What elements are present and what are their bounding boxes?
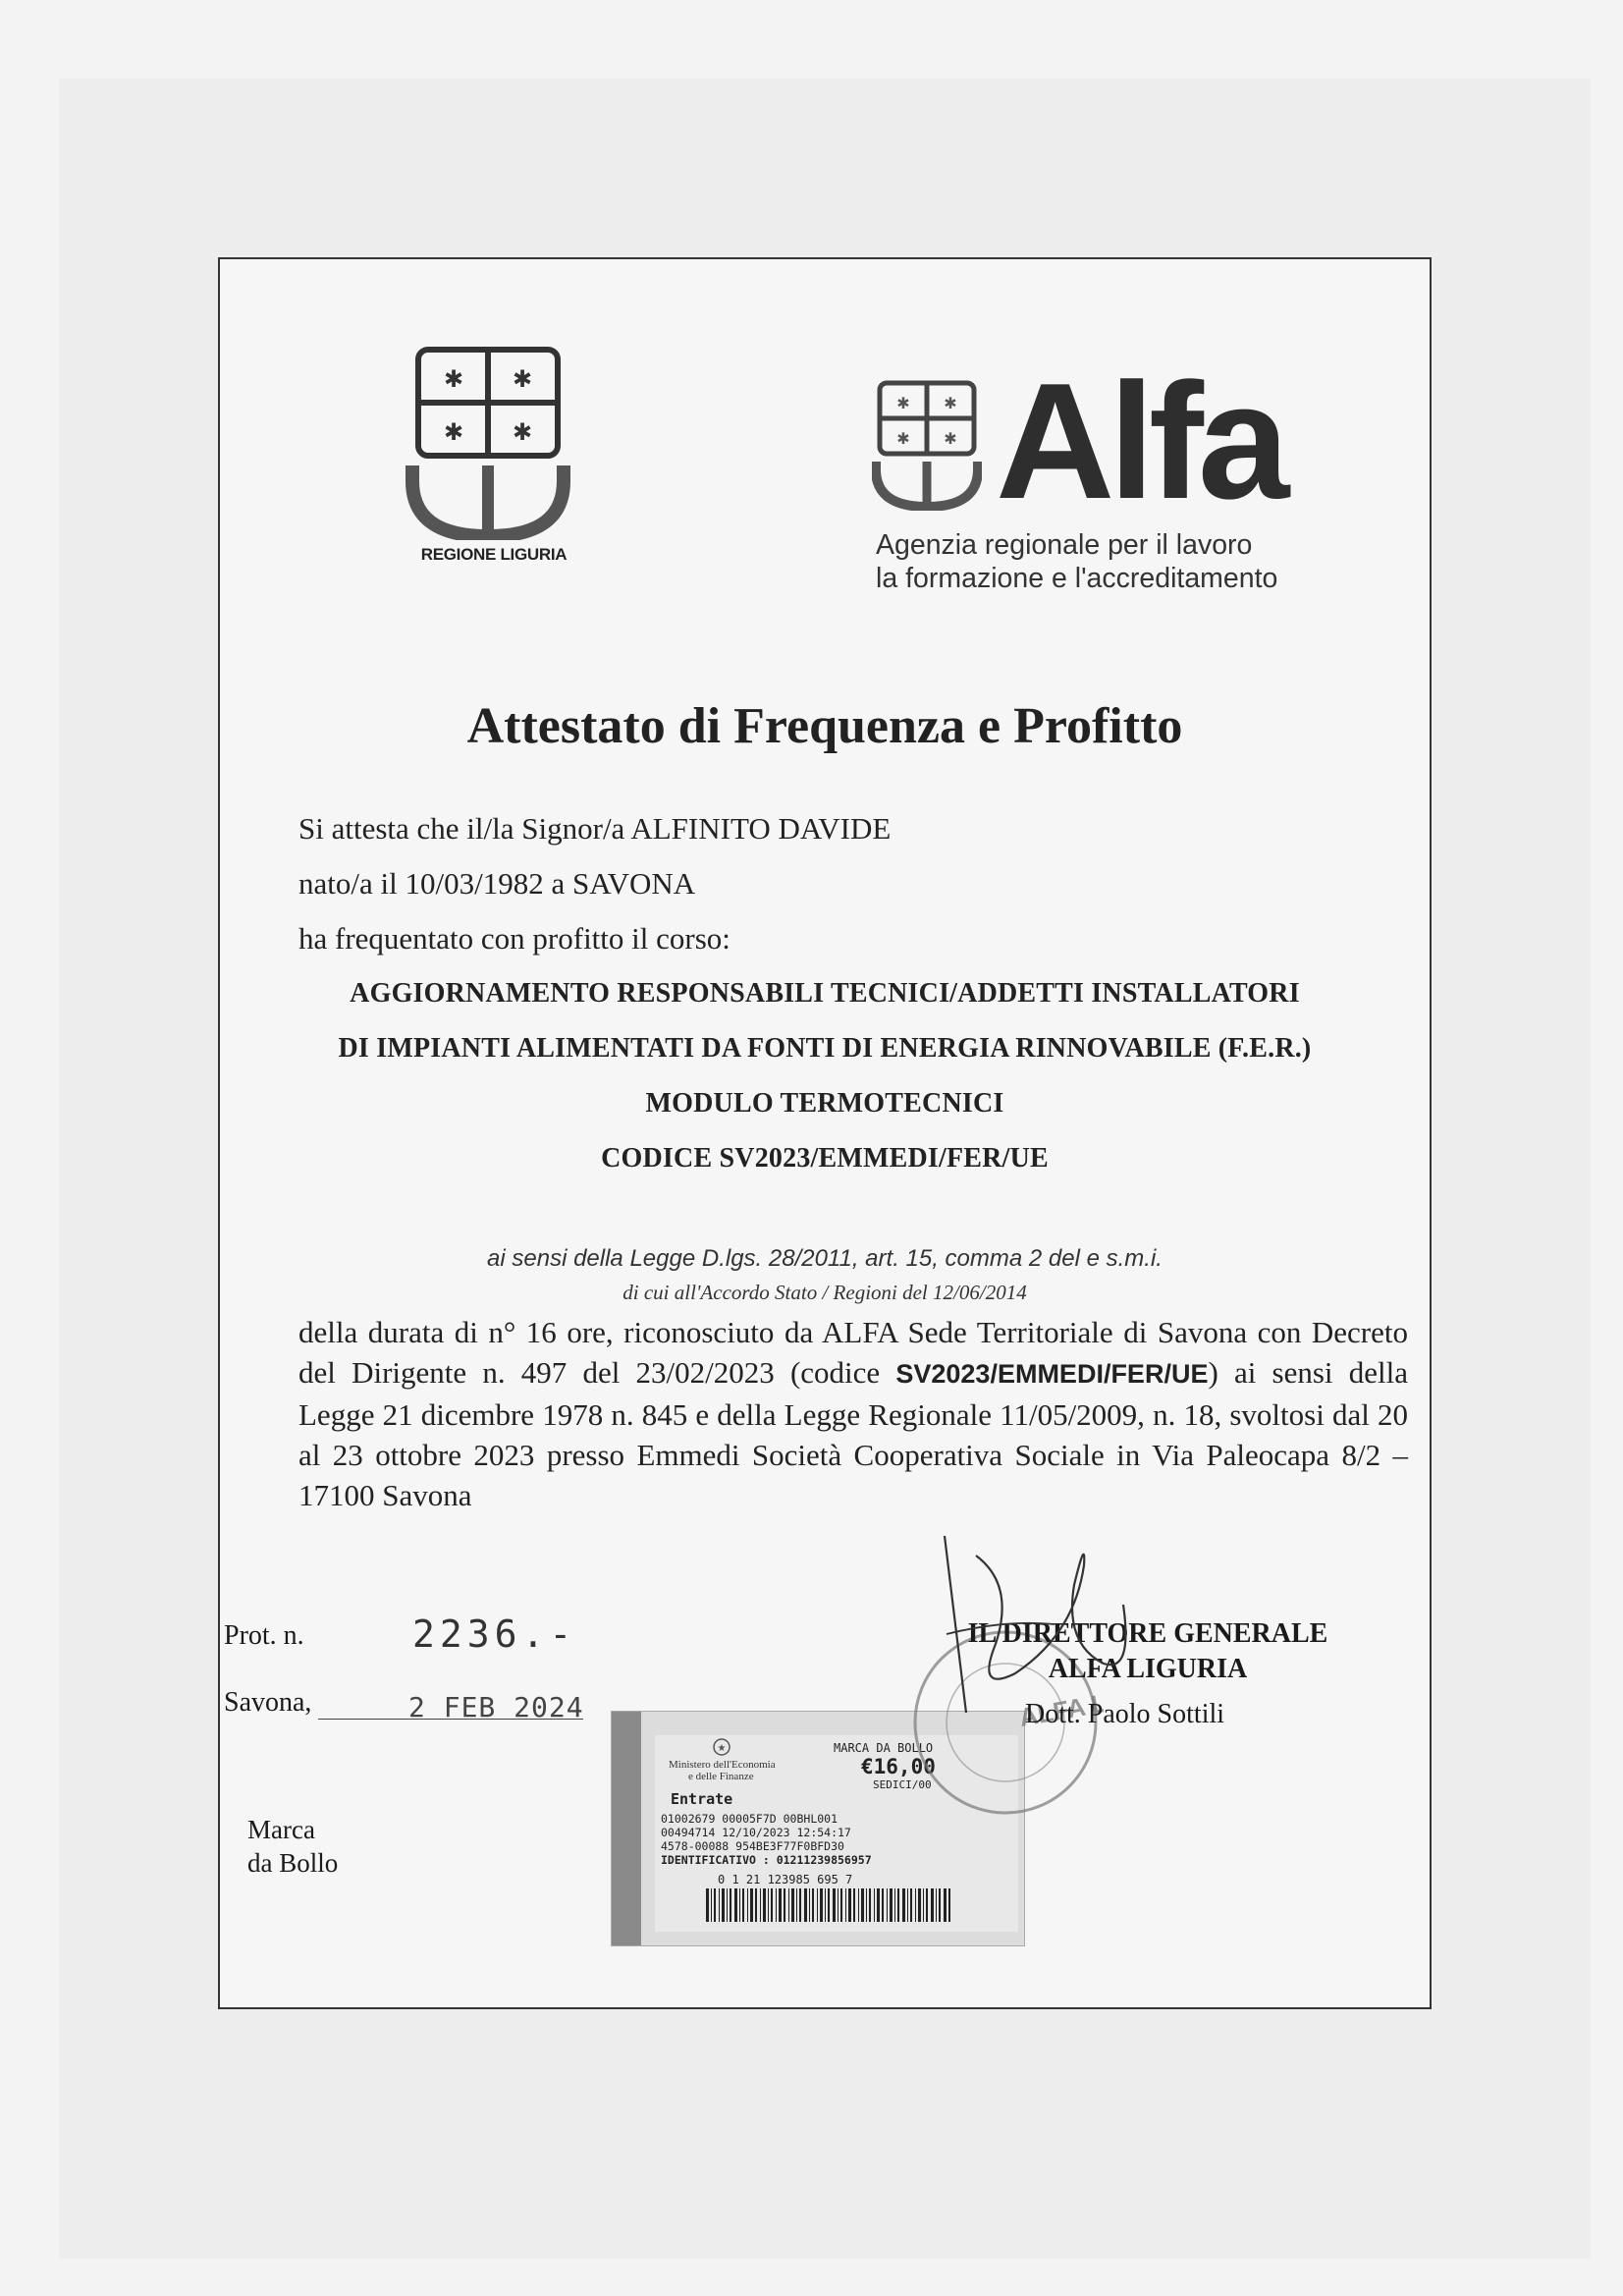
date-stamp: 2 FEB 2024 bbox=[408, 1691, 584, 1723]
alfa-shield-logo bbox=[872, 379, 982, 511]
course-line: MODULO TERMOTECNICI bbox=[645, 1088, 1004, 1119]
svg-text:✱: ✱ bbox=[944, 431, 957, 448]
signer-name: Dott. Paolo Sottili bbox=[1025, 1699, 1225, 1729]
stamp-type: MARCA DA BOLLO bbox=[834, 1741, 934, 1755]
signer-role-line-1: IL DIRETTORE GENERALE bbox=[967, 1618, 1328, 1649]
svg-text:✱: ✱ bbox=[896, 431, 910, 448]
svg-text:✱: ✱ bbox=[512, 367, 533, 393]
barcode bbox=[706, 1888, 951, 1922]
agency-subtitle-line-2: la formazione e l'accreditamento bbox=[876, 563, 1278, 594]
certificate-frame bbox=[218, 257, 1432, 2009]
round-stamp-text: ALFA Liguria bbox=[1016, 1675, 1104, 1732]
handwritten-signature bbox=[829, 1526, 1221, 1722]
stamp-security-strip bbox=[612, 1712, 641, 1945]
legal-reference-agreement: di cui all'Accordo Stato / Regioni del 12/06/2014 bbox=[622, 1281, 1027, 1304]
details-text-continued: ) ai sensi della Legge 21 dicembre 1978 n. 845 e della Legge Regionale 11/05/2009, n. 18, svoltosi dal 20 al 23 ottobre 2023 presso Emmedi Società Cooperativa Sociale in Via Paleocapa 8/2 – 17100 Savona bbox=[298, 1355, 1408, 1512]
svg-text:✱: ✱ bbox=[944, 396, 957, 412]
protocol-label: Prot. n. bbox=[224, 1620, 304, 1651]
stamp-data-row: 4578-00088 954BE3F77F0BFD30 bbox=[661, 1839, 844, 1853]
legal-reference: ai sensi della Legge D.lgs. 28/2011, art. 15, comma 2 del e s.m.i. bbox=[487, 1245, 1163, 1272]
course-details-paragraph bbox=[298, 1312, 1408, 1515]
region-caption: REGIONE LIGURIA bbox=[420, 545, 568, 564]
course-line: AGGIORNAMENTO RESPONSABILI TECNICI/ADDETTI INSTALLATORI bbox=[350, 978, 1300, 1009]
svg-text:★: ★ bbox=[717, 1743, 727, 1754]
svg-text:✱: ✱ bbox=[896, 396, 910, 412]
protocol-number: 2236.- bbox=[412, 1613, 577, 1656]
stamp-data-row: 00494714 12/10/2023 12:54:17 bbox=[661, 1826, 851, 1839]
signer-role-line-2: ALFA LIGURIA bbox=[1048, 1654, 1248, 1684]
birth-line: nato/a il 10/03/1982 a SAVONA bbox=[298, 866, 696, 901]
regione-liguria-logo bbox=[405, 344, 571, 540]
emblem-icon bbox=[712, 1737, 731, 1757]
svg-text:✱: ✱ bbox=[443, 420, 464, 446]
attestation-line: Si attesta che il/la Signor/a ALFINITO DAVIDE bbox=[298, 811, 892, 846]
svg-text:✱: ✱ bbox=[443, 367, 464, 393]
stamp-issuer-line-2: e delle Finanze bbox=[688, 1771, 754, 1782]
revenue-stamp-label-line-2: da Bollo bbox=[247, 1848, 339, 1878]
stamp-agency-mark: Entrate bbox=[671, 1790, 733, 1808]
stamp-data-row: 01002679 00005F7D 00BHL001 bbox=[661, 1812, 839, 1826]
revenue-stamp-label-line-1: Marca bbox=[247, 1815, 315, 1844]
attendance-line: ha frequentato con profitto il corso: bbox=[298, 921, 730, 956]
details-text: della durata di n° 16 ore, riconosciuto da ALFA Sede Territoriale di Savona con Decreto del Dirigente n. 497 del 23/02/2023 (codice bbox=[298, 1315, 1408, 1390]
stamp-amount: €16,00 bbox=[861, 1755, 936, 1778]
agency-subtitle-line-1: Agenzia regionale per il lavoro bbox=[876, 529, 1253, 561]
stamp-barcode-number: 0 1 21 123985 695 7 bbox=[718, 1873, 853, 1886]
stamp-amount-words: SEDICI/00 bbox=[873, 1778, 932, 1791]
details-course-code: SV2023/EMMEDI/FER/UE bbox=[895, 1359, 1209, 1389]
stamp-issuer-line-1: Ministero dell'Economia bbox=[669, 1759, 776, 1771]
revenue-stamp-label bbox=[247, 1813, 338, 1880]
course-code: CODICE SV2023/EMMEDI/FER/UE bbox=[601, 1143, 1049, 1174]
certificate-title: Attestato di Frequenza e Profitto bbox=[466, 698, 1183, 754]
alfa-wordmark: Alfa bbox=[996, 349, 1284, 533]
course-line: DI IMPIANTI ALIMENTATI DA FONTI DI ENERGIA RINNOVABILE (F.E.R.) bbox=[338, 1033, 1312, 1064]
svg-text:✱: ✱ bbox=[512, 420, 533, 446]
place-label: Savona, bbox=[224, 1687, 312, 1718]
agency-subtitle bbox=[876, 528, 1426, 595]
stamp-identifier: IDENTIFICATIVO : 01211239856957 bbox=[661, 1853, 872, 1867]
